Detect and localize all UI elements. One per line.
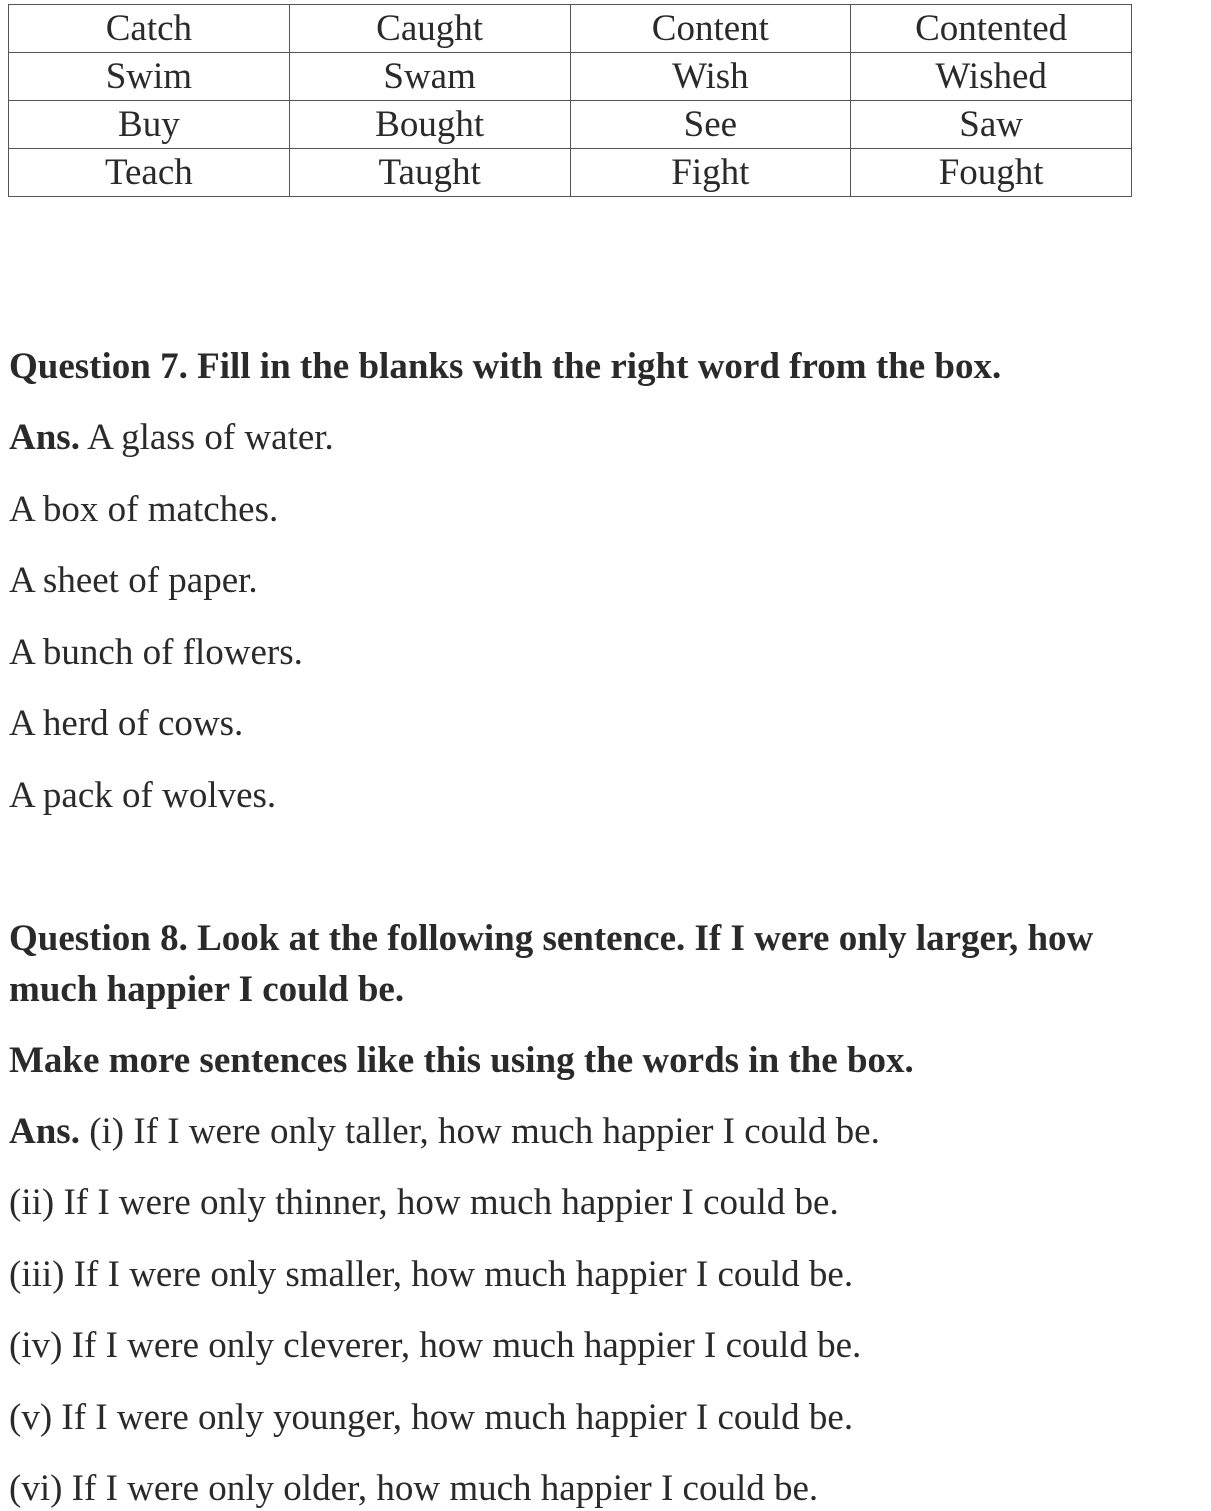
question8-heading-line-2: much happier I could be.: [9, 969, 405, 1010]
table-cell: Content: [570, 5, 851, 53]
table-row: [9, 53, 1132, 101]
table-cell: Caught: [289, 5, 570, 53]
question8-answer-3: (iii) If I were only smaller, how much happier I could be.: [9, 1254, 854, 1295]
question8-answer-2: (ii) If I were only thinner, how much happier I could be.: [9, 1182, 839, 1223]
table-cell: Bought: [289, 101, 570, 149]
verb-forms-table: [8, 4, 1132, 197]
table-cell: Taught: [289, 149, 570, 197]
table-cell: Teach: [9, 149, 290, 197]
question7-answer-2: A box of matches.: [9, 489, 279, 530]
question7-answer-5: A herd of cows.: [9, 703, 244, 744]
question7-answer-4: A bunch of flowers.: [9, 632, 303, 673]
question8-heading-line-1: Question 8. Look at the following sentence. If I were only larger, how: [9, 918, 1094, 959]
question7-answer-1: [9, 419, 334, 456]
table-cell: See: [570, 101, 851, 149]
table-cell: Saw: [851, 101, 1132, 149]
table-cell: Swam: [289, 53, 570, 101]
table-cell: Buy: [9, 101, 290, 149]
question8-answer-6: (vi) If I were only older, how much happier I could be.: [9, 1468, 819, 1509]
table-cell: Catch: [9, 5, 290, 53]
answer-text: (i) If I were only taller, how much happier I could be.: [89, 1111, 880, 1152]
table-cell: Fight: [570, 149, 851, 197]
question8-answer-4: (iv) If I were only cleverer, how much happier I could be.: [9, 1325, 862, 1366]
table-row: [9, 5, 1132, 53]
ans-label: Ans.: [9, 1111, 80, 1152]
table-row: [9, 101, 1132, 149]
answer-text: A glass of water.: [87, 417, 334, 458]
question7-answer-3: A sheet of paper.: [9, 560, 258, 601]
question7-heading: Question 7. Fill in the blanks with the right word from the box.: [9, 346, 1002, 387]
table-cell: Swim: [9, 53, 290, 101]
question8-answer-5: (v) If I were only younger, how much happier I could be.: [9, 1397, 854, 1438]
question7-answer-6: A pack of wolves.: [9, 775, 277, 816]
table-row: [9, 149, 1132, 197]
table-cell: Wish: [570, 53, 851, 101]
ans-label: Ans.: [9, 417, 80, 458]
question8-answer-1: [9, 1113, 880, 1150]
table-cell: Fought: [851, 149, 1132, 197]
question8-instruction: Make more sentences like this using the words in the box.: [9, 1040, 914, 1081]
table-cell: Wished: [851, 53, 1132, 101]
table-cell: Contented: [851, 5, 1132, 53]
